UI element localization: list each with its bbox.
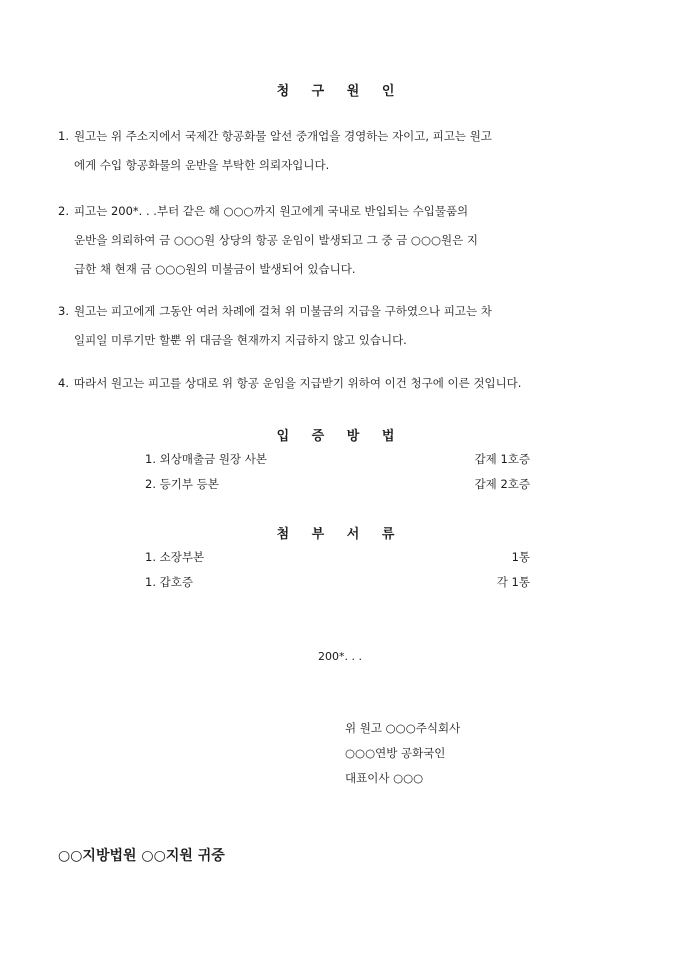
signature-nationality: ○○○연방 공화국인 — [345, 746, 446, 760]
paragraph-number: 4. — [58, 376, 69, 390]
court-addressee: ○○지방법원 ○○지원 귀중 — [58, 848, 225, 864]
paragraph-line: 운반을 의뢰하여 금 ○○○원 상당의 항공 운임이 발생되고 그 중 금 ○○○원은 지 — [74, 233, 479, 247]
paragraph-number: 1. — [58, 129, 69, 143]
paragraph-number: 2. — [58, 204, 69, 218]
paragraph-line: 에게 수입 항공화물의 운반을 부탁한 의뢰자입니다. — [74, 158, 330, 172]
paragraph-4 — [58, 369, 628, 398]
attachment-item — [145, 549, 530, 569]
evidence-item-label: 1. 외상매출금 원장 사본 — [145, 452, 267, 466]
evidence-item-value: 갑제 1호증 — [474, 452, 530, 466]
paragraph-line: 급한 채 현재 금 ○○○원의 미불금이 발생되어 있습니다. — [74, 262, 356, 276]
signature-representative: 대표이사 ○○○ — [345, 771, 424, 785]
paragraph-line: 원고는 위 주소지에서 국제간 항공화물 알선 중개업을 경영하는 자이고, 피고는 원고 — [74, 129, 492, 143]
paragraph-line: 원고는 피고에게 그동안 여러 차례에 걸쳐 위 미불금의 지급을 구하였으나 피고는 차 — [74, 304, 492, 318]
evidence-item-label: 2. 등기부 등본 — [145, 477, 219, 491]
paragraph-3 — [58, 297, 628, 355]
paragraph-line: 따라서 원고는 피고를 상대로 위 항공 운임을 지급받기 위하여 이건 청구에 이른 것입니다. — [74, 376, 522, 390]
attachment-item-label: 1. 갑호증 — [145, 575, 193, 589]
document-title: 청 구 원 인 — [276, 84, 404, 99]
paragraph-2 — [58, 197, 628, 284]
document-date: 200*. . . — [318, 650, 362, 663]
evidence-item — [145, 451, 530, 471]
signature-plaintiff: 위 원고 ○○○주식회사 — [345, 721, 461, 735]
attachment-item-value: 1통 — [511, 550, 530, 564]
evidence-heading: 입 증 방 법 — [276, 429, 404, 444]
attachment-item-label: 1. 소장부본 — [145, 550, 205, 564]
paragraph-1 — [58, 122, 628, 180]
attachment-item — [145, 574, 530, 594]
evidence-item — [145, 476, 530, 496]
paragraph-line: 피고는 200*. . .부터 같은 해 ○○○까지 원고에게 국내로 반입되는 수입물품의 — [74, 204, 469, 218]
evidence-item-value: 갑제 2호증 — [474, 477, 530, 491]
paragraph-number: 3. — [58, 304, 69, 318]
attachments-heading: 첨 부 서 류 — [276, 527, 404, 542]
attachment-item-value: 각 1통 — [496, 575, 530, 589]
paragraph-line: 일피일 미루기만 할뿐 위 대금을 현재까지 지급하지 않고 있습니다. — [74, 333, 407, 347]
